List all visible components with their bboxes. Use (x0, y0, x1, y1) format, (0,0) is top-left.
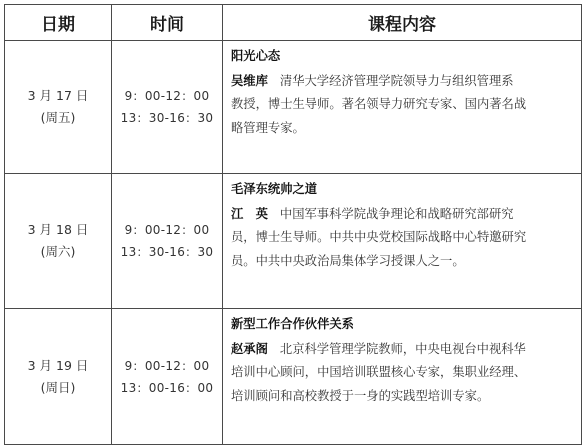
content-cell (223, 174, 582, 309)
date-cell (5, 41, 112, 174)
table-row (5, 41, 582, 174)
content-cell (223, 309, 582, 445)
time-cell (112, 174, 223, 309)
date-text: 3 月 17 日 (27, 88, 89, 103)
intro-text: 清华大学经济管理学院领导力与组织管理系 (279, 73, 514, 88)
time-morning: 9：00-12：00 (124, 223, 210, 237)
course-topic: 毛泽东统帅之道 (231, 182, 318, 196)
content-cell (223, 41, 582, 174)
time-afternoon: 13：30-16：30 (120, 245, 214, 259)
weekday-text: (周日) (40, 379, 76, 395)
time-cell (112, 41, 223, 174)
intro-line: 员，博士生导师。中共中央党校国际战略中心特邀研究 (231, 230, 527, 244)
time-morning: 9：00-12：00 (124, 89, 210, 103)
header-date: 日期 (5, 5, 112, 41)
time-afternoon: 13：30-16：30 (120, 111, 214, 125)
weekday-text: (周六) (40, 244, 76, 259)
course-topic: 新型工作合作伙伴关系 (231, 317, 354, 331)
course-topic: 阳光心态 (231, 49, 281, 63)
intro-line: 教授，博士生导师。著名领导力研究专家、国内著名战 (231, 97, 527, 111)
lecturer-intro-line (231, 338, 575, 362)
schedule-table (4, 4, 582, 445)
table-row (5, 309, 582, 445)
table-row (5, 174, 582, 309)
date-cell (5, 309, 112, 445)
date-text: 3 月 19 日 (27, 357, 89, 373)
intro-line: 略管理专家。 (231, 120, 305, 135)
intro-text: 中国军事科学院战争理论和战略研究部研究 (279, 206, 514, 221)
lecturer-intro-line (231, 70, 575, 94)
lecturer-name: 赵承阁 (231, 341, 268, 356)
lecturer-intro-line (231, 203, 575, 227)
intro-line: 培训顾问和高校教授于一身的实践型培训专家。 (231, 388, 490, 403)
intro-line: 培训中心顾问，中国培训联盟核心专家，集职业经理、 (231, 365, 527, 379)
time-morning: 9：00-12：00 (124, 358, 210, 373)
date-cell (5, 174, 112, 309)
time-afternoon: 13：00-16：00 (120, 380, 214, 395)
header-row (5, 5, 582, 41)
lecturer-name: 吴维库 (231, 73, 268, 88)
intro-line: 员。中共中央政治局集体学习授课人之一。 (231, 253, 465, 268)
header-time: 时间 (112, 5, 223, 41)
lecturer-name: 江 英 (231, 206, 268, 221)
intro-text: 北京科学管理学院教师，中央电视台中视科华 (279, 341, 526, 356)
date-text: 3 月 18 日 (27, 222, 89, 237)
time-cell (112, 309, 223, 445)
weekday-text: (周五) (40, 110, 76, 125)
header-content: 课程内容 (223, 5, 582, 41)
